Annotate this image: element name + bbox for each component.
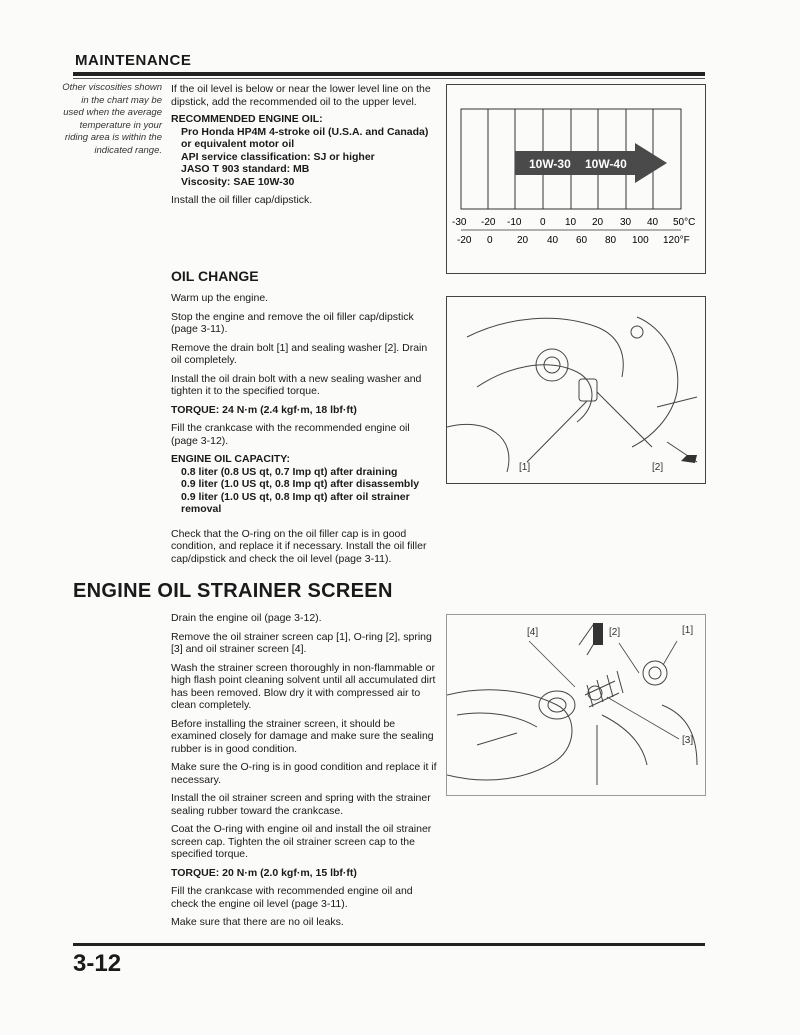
oil-change-step1: Warm up the engine. (171, 292, 269, 304)
oil-change-block (171, 292, 439, 565)
oil-capacity-list (171, 466, 439, 516)
strainer-figure (446, 614, 706, 796)
strainer-step2: Remove the oil strainer screen cap [1], O-ring [2], spring [3] and oil strainer screen [4]. (171, 630, 432, 655)
oil-capacity-item: 0.9 liter (1.0 US qt, 0.8 Imp qt) after oil strainer removal (181, 490, 410, 515)
strainer-step3: Wash the strainer screen thoroughly in non-flammable or high flash point cleaning solvent until all accumulated dirt has been removed. Blow dry it with compressed air to clean completely. (171, 661, 436, 711)
celsius-tick: 0 (540, 217, 546, 228)
celsius-tick: 20 (592, 217, 604, 228)
celsius-tick: 30 (620, 217, 632, 228)
celsius-tick: 50°C (673, 217, 696, 228)
celsius-tick: -20 (481, 217, 496, 228)
fahrenheit-ticks (457, 235, 690, 246)
oil-change-title: OIL CHANGE (171, 268, 259, 284)
header-rule-thin (73, 78, 705, 79)
oil-capacity-heading: ENGINE OIL CAPACITY: (171, 453, 291, 465)
oil-spec-line2: or equivalent motor oil (181, 138, 295, 150)
oil-spec-line5: Viscosity: SAE 10W-30 (181, 175, 295, 188)
oil-change-step6: Check that the O-ring on the oil filler cap is in good condition, and replace it if necessary. Install the oil filler cap/dipstick and check the oil level (page 3-11). (171, 527, 427, 565)
band-10w30-label: 10W-30 (529, 157, 571, 171)
oil-spec-line4: JASO T 903 standard: MB (181, 163, 310, 175)
callout-2: [2] (652, 462, 664, 473)
header-rule (73, 72, 705, 76)
fahrenheit-tick: 0 (487, 235, 493, 246)
viscosity-chart (447, 85, 705, 273)
oil-bottle-icon (593, 623, 603, 645)
drain-bolt-torque: TORQUE: 24 N·m (2.4 kgf·m, 18 lbf·ft) (171, 403, 357, 416)
oil-capacity-item: 0.9 liter (1.0 US qt, 0.8 Imp qt) after disassembly (181, 478, 420, 490)
strainer-step4: Before installing the strainer screen, it should be examined closely for damage and make sure the sealing rubber is in good condition. (171, 717, 434, 755)
strainer-step1: Drain the engine oil (page 3-12). (171, 612, 322, 624)
strainer-section-title: ENGINE OIL STRAINER SCREEN (73, 580, 393, 602)
oil-change-step5: Fill the crankcase with the recommended engine oil (page 3-12). (171, 422, 410, 447)
drain-bolt-figure (446, 296, 706, 484)
side-note: Other viscosities shown in the chart may be used when the average temperature in your riding area is within the indicated range. (62, 82, 162, 156)
oil-capacity-item: 0.8 liter (0.8 US qt, 0.7 Imp qt) after draining (181, 465, 398, 478)
recommended-oil-heading: RECOMMENDED ENGINE OIL: (171, 113, 323, 125)
callout-2: [2] (609, 627, 621, 638)
callout-1: [1] (519, 462, 531, 473)
fahrenheit-tick: -20 (457, 235, 472, 246)
oil-level-intro: If the oil level is below or near the lower level line on the dipstick, add the recommended oil to the upper level. (171, 83, 431, 108)
section-header: MAINTENANCE (75, 52, 192, 69)
strainer-step8: Fill the crankcase with recommended engine oil and check the engine oil level (page 3-11). (171, 885, 413, 910)
oil-change-step2: Stop the engine and remove the oil filler cap/dipstick (page 3-11). (171, 310, 414, 335)
fahrenheit-tick: 40 (547, 235, 559, 246)
install-cap-text: Install the oil filler cap/dipstick. (171, 194, 313, 206)
callout-1: [1] (682, 625, 694, 636)
band-10w40-label: 10W-40 (585, 157, 627, 171)
footer-rule (73, 943, 705, 946)
celsius-tick: 40 (647, 217, 659, 228)
fahrenheit-tick: 100 (632, 235, 649, 246)
strainer-step9: Make sure that there are no oil leaks. (171, 916, 344, 928)
strainer-block (171, 612, 437, 929)
callout-4: [4] (527, 627, 539, 638)
oil-change-step4: Install the oil drain bolt with a new sealing washer and tighten it to the specified torque. (171, 372, 422, 397)
oil-spec-line3: API service classification: SJ or higher (181, 150, 375, 163)
celsius-tick: 10 (565, 217, 577, 228)
callout-3: [3] (682, 735, 694, 746)
strainer-cap-torque: TORQUE: 20 N·m (2.0 kgf·m, 15 lbf·ft) (171, 866, 357, 879)
celsius-ticks (452, 217, 695, 228)
strainer-step6: Install the oil strainer screen and spring with the strainer sealing rubber toward the crankcase. (171, 792, 431, 817)
fahrenheit-tick: 80 (605, 235, 617, 246)
drain-bolt-illustration (447, 297, 705, 483)
page-number: 3-12 (73, 950, 122, 977)
fahrenheit-tick: 120°F (663, 235, 690, 246)
celsius-tick: -10 (507, 217, 522, 228)
fahrenheit-tick: 20 (517, 235, 529, 246)
viscosity-chart-figure (446, 84, 706, 274)
celsius-tick: -30 (452, 217, 467, 228)
strainer-step5: Make sure the O-ring is in good condition and replace it if necessary. (171, 761, 437, 786)
oil-spec-line1: Pro Honda HP4M 4-stroke oil (U.S.A. and Canada) (181, 125, 429, 138)
strainer-step7: Coat the O-ring with engine oil and install the oil strainer screen cap. Tighten the oil strainer screen cap to the specified torque. (171, 823, 432, 860)
oil-change-step3: Remove the drain bolt [1] and sealing washer [2]. Drain oil completely. (171, 341, 428, 366)
strainer-illustration (447, 615, 705, 795)
recommended-oil-block (171, 83, 439, 207)
fahrenheit-tick: 60 (576, 235, 588, 246)
caution-icon (681, 455, 697, 463)
recommended-oil-specs (171, 126, 439, 189)
